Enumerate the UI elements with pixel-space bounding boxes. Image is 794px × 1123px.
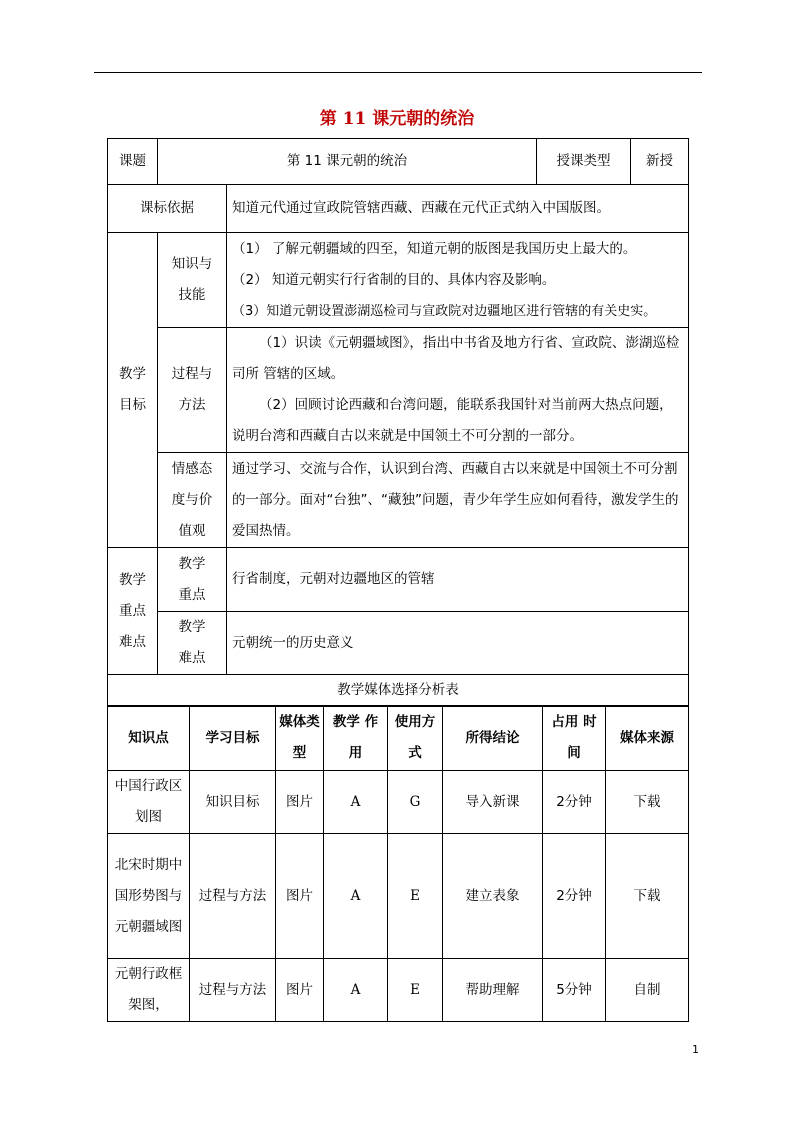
knowledge-label <box>158 233 227 328</box>
lesson-plan-table <box>107 138 689 707</box>
process-label-line2: 方法 <box>178 397 206 413</box>
knowledge-item: （1） 了解元朝疆域的四至，知道元朝的版图是我国历史上最大的。 <box>232 240 637 257</box>
media-table-caption: 教学媒体选择分析表 <box>108 675 689 707</box>
process-label-line1: 过程与 <box>171 366 213 382</box>
cell-learning-goal: 过程与方法 <box>190 959 276 1022</box>
cell-media-type: 图片 <box>276 771 324 834</box>
basis-label: 课标依据 <box>108 185 227 233</box>
focus-text: 行省制度，元朝对边疆地区的管辖 <box>227 548 689 612</box>
table-row <box>108 834 689 959</box>
key-points-label <box>108 548 158 675</box>
cell-usage: G <box>388 771 443 834</box>
cell-teaching-role: A <box>324 959 388 1022</box>
cell-source: 下载 <box>606 771 689 834</box>
process-item: （2）回顾讨论西藏和台湾问题，能联系我国针对当前两大热点问题，说明台湾和西藏自古以来就是中国领土不可分割的一部分。 <box>232 397 673 444</box>
cell-time: 2分钟 <box>543 771 606 834</box>
media-caption-row <box>108 675 689 707</box>
key-points-label-line3: 难点 <box>119 633 146 650</box>
difficulty-label-line2: 难点 <box>178 650 206 666</box>
cell-time: 2分钟 <box>543 834 606 959</box>
knowledge-row <box>108 233 689 328</box>
knowledge-label-line2: 技能 <box>178 287 206 303</box>
knowledge-label-line1: 知识与 <box>171 256 213 272</box>
knowledge-item: （3）知道元朝设置澎湖巡检司与宣政院对边疆地区进行管辖的有关史实。 <box>232 303 657 319</box>
header-knowledge-point: 知识点 <box>108 706 190 771</box>
header-rule <box>94 72 702 73</box>
focus-row <box>108 548 689 612</box>
media-table <box>107 705 689 1022</box>
header-media-type: 媒体类型 <box>276 706 324 771</box>
type-value: 新授 <box>631 139 689 185</box>
page-title: 第 11 课元朝的统治 <box>319 109 475 129</box>
topic-value: 第 11 课元朝的统治 <box>158 139 537 185</box>
difficulty-label <box>158 612 227 675</box>
cell-knowledge-point: 元朝行政框架图， <box>108 959 190 1022</box>
process-row <box>108 328 689 453</box>
emotion-label-line2: 度与价 <box>171 491 213 508</box>
header-source: 媒体来源 <box>606 706 689 771</box>
goals-label-line2: 目标 <box>119 397 146 413</box>
knowledge-text <box>227 233 689 328</box>
focus-label <box>158 548 227 612</box>
goals-label <box>108 233 158 548</box>
cell-learning-goal: 过程与方法 <box>190 834 276 959</box>
cell-knowledge-point: 北宋时期中国形势图与元朝疆域图 <box>108 834 190 959</box>
basis-row <box>108 185 689 233</box>
difficulty-row <box>108 612 689 675</box>
focus-label-line1: 教学 <box>178 555 206 572</box>
difficulty-label-line1: 教学 <box>178 619 206 635</box>
cell-knowledge-point: 中国行政区划图 <box>108 771 190 834</box>
cell-source: 下载 <box>606 834 689 959</box>
basis-text: 知道元代通过宣政院管辖西藏、西藏在元代正式纳入中国版图。 <box>227 185 689 233</box>
cell-conclusion: 导入新课 <box>443 771 543 834</box>
cell-usage: E <box>388 834 443 959</box>
topic-label: 课题 <box>108 139 158 185</box>
process-text <box>227 328 689 453</box>
header-time: 占用 时间 <box>543 706 606 771</box>
knowledge-item: （2） 知道元朝实行行省制的目的、具体内容及影响。 <box>232 271 556 288</box>
cell-media-type: 图片 <box>276 834 324 959</box>
emotion-text: 通过学习、交流与合作，认识到台湾、西藏自古以来就是中国领土不可分割的一部分。面对“台独”、“藏独”问题，青少年学生应如何看待，激发学生的爱国热情。 <box>227 453 689 548</box>
cell-conclusion: 帮助理解 <box>443 959 543 1022</box>
difficulty-text: 元朝统一的历史意义 <box>227 612 689 675</box>
goals-label-line1: 教学 <box>119 366 146 382</box>
header-conclusion: 所得结论 <box>443 706 543 771</box>
page-number: 1 <box>692 1043 699 1056</box>
emotion-label-line3: 值观 <box>178 522 206 539</box>
type-label: 授课类型 <box>537 139 631 185</box>
cell-media-type: 图片 <box>276 959 324 1022</box>
cell-time: 5分钟 <box>543 959 606 1022</box>
cell-usage: E <box>388 959 443 1022</box>
emotion-label <box>158 453 227 548</box>
cell-teaching-role: A <box>324 834 388 959</box>
header-usage: 使用方式 <box>388 706 443 771</box>
process-item: （1）识读《元朝疆域图》，指出中书省及地方行省、宣政院、澎湖巡检司所 管辖的区域。 <box>232 335 680 382</box>
focus-label-line2: 重点 <box>178 586 206 603</box>
header-row <box>108 139 689 185</box>
cell-learning-goal: 知识目标 <box>190 771 276 834</box>
media-header-row <box>108 706 689 771</box>
cell-source: 自制 <box>606 959 689 1022</box>
cell-teaching-role: A <box>324 771 388 834</box>
key-points-label-line1: 教学 <box>119 571 146 588</box>
key-points-label-line2: 重点 <box>119 602 146 619</box>
cell-conclusion: 建立表象 <box>443 834 543 959</box>
emotion-row <box>108 453 689 548</box>
process-label <box>158 328 227 453</box>
emotion-label-line1: 情感态 <box>171 460 213 477</box>
header-learning-goal: 学习目标 <box>190 706 276 771</box>
table-row <box>108 771 689 834</box>
table-row <box>108 959 689 1022</box>
header-teaching-role: 教学 作用 <box>324 706 388 771</box>
